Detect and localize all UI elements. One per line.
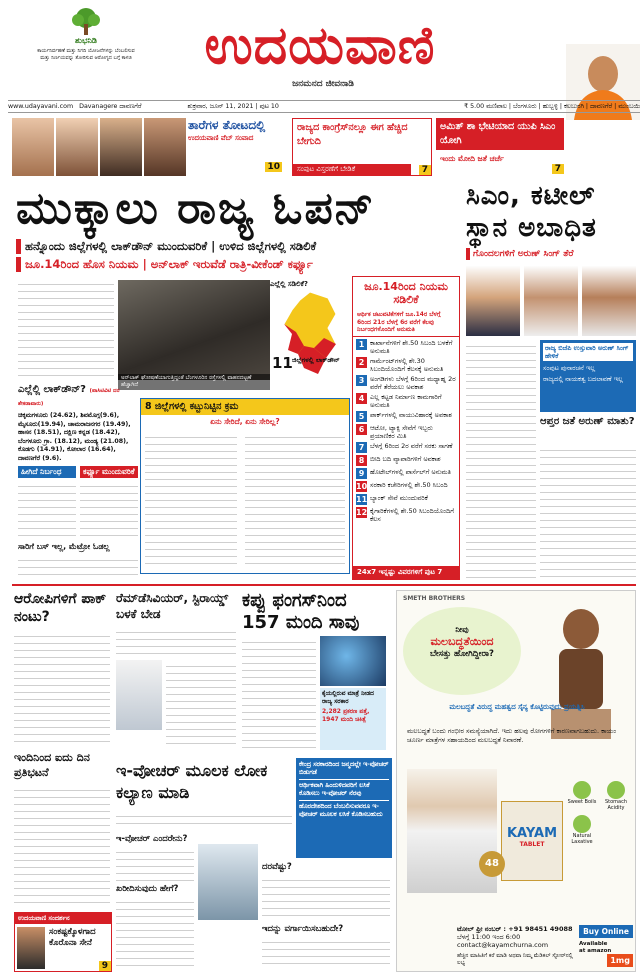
interview-teaser[interactable] <box>14 912 112 972</box>
ad-years-badge: 48 <box>479 851 505 877</box>
shubha-text: ಕಾರ್ಯನಿರ್ವಹಣೆ ಮತ್ತು ನಿಗದಿ ಯೋಜನೆಗಳನ್ನು ಬೆಂಬಲಿಸುವ ಮತ್ತು ನಿರ್ಣಯವನ್ನು ತೋರಿಸುವ ಆರೋಗ್ಯದ ಬಗ್ಗೆ ಕಾಳಜಿ <box>37 48 135 61</box>
right-box-title: ಆಪ್ತರ ಜತೆ ಅರುಣ್ ಮಾತು? <box>540 416 635 427</box>
interview-title: ಸಂಕಷ್ಟಕ್ಕೊಳಗಾದ ಕೊರೊನಾ ಸೇನೆ <box>49 927 96 948</box>
ad-icon: Stomach Acidity <box>601 781 631 811</box>
edition: Davanagere ದಾವಣಗೆರೆ <box>79 103 142 110</box>
teaser-sub: ಉದಯವಾಣಿ ವೆಬ್ ಸಂವಾದ <box>188 134 254 142</box>
tree-icon <box>68 6 104 36</box>
curfew-title: ಕರ್ಫ್ಯೂ ಮುಂದುವರಿಕೆ <box>80 466 138 478</box>
fungus-text <box>242 636 316 750</box>
evoucher-q1: ಇ-ವೋಚರ್ ಎಂದರೇನು? <box>116 834 188 844</box>
price-line: ₹ 5.00 ಮಣಿಪಾಲ | ಬೆಂಗಳೂರು | ಹುಬ್ಬಳ್ಳಿ | ಕಲಬುರಗಿ | ದಾವಣಗೆರೆ | ಮುಂಬಯಿ <box>464 103 640 110</box>
fungus-facts <box>320 688 386 750</box>
rule-item: 3 ಅಂಗಡಿಗಳು ಬೆಳಗ್ಗೆ 6ರಿಂದ ಮಧ್ಯಾಹ್ನ 2ರ ವರೆಗೆ ತೆರೆಯಲು ಅವಕಾಶ <box>356 375 456 391</box>
right-headline[interactable]: ಸಿಎಂ, ಕಟೀಲ್ ಸ್ಥಾನ ಅಬಾಧಿತ <box>466 181 597 243</box>
ad-product-sub: TABLET <box>519 841 545 848</box>
pullquote-title: ರಾಜ್ಯ ಬಿಜೆಪಿ ಉಸ್ತುವಾರಿ ಅರುಣ್ ಸಿಂಗ್ ಹೇಳಿಕೆ <box>543 343 633 361</box>
ad-product <box>501 801 563 881</box>
teaser-3[interactable] <box>436 118 564 176</box>
main-photo-caption: ಅನ್‌ಲಾಕ್ ಘೋಷಣೆಯಾಗುತ್ತಿದ್ದಂತೆ ಬೆಂಗಳೂರಿನ ರಸ್ತೆಗಳಲ್ಲಿ ವಾಹನದಟ್ಟಣೆ ಹೆಚ್ಚಾಗಿದೆ <box>118 374 270 390</box>
operation-text <box>14 630 110 748</box>
ad-bubble <box>403 607 521 695</box>
rule-item: 1 ಕಾರ್ಖಾನೆಗಳಿಗೆ ಶೇ.50 ಸಿಬಂದಿ ಬಳಕೆಗೆ ಅನುಮತಿ <box>356 339 456 355</box>
shubha-brand: ಶುಭನಿಡಿ <box>75 36 97 45</box>
masthead-logo[interactable]: ಉದಯವಾಣಿ <box>204 16 436 76</box>
remdesivir-headline[interactable]: ರೆಮ್‌ಡೆಸಿವಿಯರ್, ಸ್ಟಿರಾಯ್ಡ್ ಬಳಕೆ ಬೇಡ <box>116 591 229 621</box>
right-box-text <box>540 444 636 580</box>
right-body-text <box>466 340 536 580</box>
fungus-photo <box>320 636 386 686</box>
evoucher-facts <box>296 758 392 858</box>
teaser-faces <box>12 118 186 176</box>
kayam-ad[interactable] <box>396 590 636 972</box>
teaser-strip <box>12 118 572 176</box>
masthead-tagline: ಜನಮನದ ಜೀವನಾಡಿ <box>292 79 354 89</box>
leader-photo <box>524 266 578 336</box>
rule-item: 10 ಸರಕಾರಿ ಕಚೇರಿಗಳಲ್ಲಿ ಶೇ.50 ಸಿಬಂದಿ <box>356 480 448 491</box>
restriction-text <box>18 480 76 538</box>
rules-list <box>353 337 459 525</box>
face-photo <box>12 118 54 176</box>
ad-contact <box>457 925 577 949</box>
operation-headline[interactable]: ಆರೋಪಿಗಳಿಗೆ ಪಾಕ್ ನಂಟು? <box>14 591 107 625</box>
district-right-text <box>245 431 345 569</box>
leader-photo <box>582 266 636 336</box>
face-photo <box>144 118 186 176</box>
teaser-sub: ಸಂಪುಟ ವಿಸ್ತರಣೆಗೆ ಬೇಡಿಕೆ <box>293 164 411 175</box>
rule-item: 7 ಬೆಳಗ್ಗೆ 6ರಿಂದ 2ರ ವರೆಗೆ ಸರಕು ಸಾಗಣೆ <box>356 442 456 453</box>
ad-buy-button[interactable]: Buy Online <box>579 925 633 938</box>
transport-box <box>18 542 138 578</box>
district-subtitle: ಏನು ಸೇರಿದೆ, ಏನು ಸೇರಿಲ್ಲ? <box>210 417 280 426</box>
ad-product-name: KAYAM <box>506 826 558 841</box>
main-body-text <box>18 278 114 378</box>
rule-item: 11 ಬ್ಯಾಂಕ್ ಸೇವೆ ಮುಂದುವರಿಕೆ <box>356 493 428 504</box>
fungus-headline[interactable]: ಕಪ್ಪು ಫಂಗಸ್‌ನಿಂದ 157 ಮಂದಿ ಸಾವು <box>242 590 360 633</box>
where-lockdown-box <box>18 384 130 462</box>
ad-amazon[interactable]: Available at amazon <box>579 941 612 954</box>
evoucher-q4-text <box>262 936 390 966</box>
rule-item: 12 ಕೈಗಾರಿಕೆಗಳಲ್ಲಿ ಶೇ.50 ಸಿಬಂದಿಯೊಂದಿಗೆ ಕೆಲಸ <box>356 506 454 523</box>
statue-illustration <box>531 601 631 741</box>
ad-q-top: ನೀವು <box>455 625 469 634</box>
leader-photo <box>466 266 520 336</box>
teaser-1[interactable] <box>188 118 286 176</box>
main-photo <box>118 280 270 380</box>
teaser-title: ತಾರೆಗಳ ತೋಟದಲ್ಲಿ <box>188 118 266 132</box>
evoucher-photo <box>198 844 258 920</box>
date-line: ಶುಕ್ರವಾರ, ಜೂನ್ 11, 2021 | ಪುಟ 10 <box>187 103 279 110</box>
teaser-page: 10 <box>267 162 280 172</box>
vials-photo <box>116 660 162 730</box>
rules-intro: ಆರ್ಥಿಕ ಚಟುವಟಿಕೆಗಳಿಗೆ ಜೂ.14ರ ಬೆಳಗ್ಗೆ 6ರಿಂದ 21ರ ಬೆಳಗ್ಗೆ 6ರ ವರೆಗೆ ಕೆಲವು ನಿರ್ಬಂಧಗಳೊಂದಿಗೆ ಅನುಮತಿ <box>353 309 459 337</box>
website[interactable]: www.udayavani.com <box>8 103 74 110</box>
teaser-page: 7 <box>419 165 431 175</box>
ad-hours: ಬೆಳಗ್ಗೆ 11:00 ಇಂದ 6:00 <box>457 933 521 941</box>
interview-page: 9 <box>99 961 111 971</box>
remdesivir-text-1 <box>116 626 236 656</box>
ad-email[interactable]: contact@kayamchurna.com <box>457 941 549 949</box>
district-title: 8 ಜಿಲ್ಲೆಗಳಲ್ಲಿ ಕಟ್ಟುನಿಟ್ಟಿನ ಕ್ರಮ <box>141 399 349 415</box>
interview-label: ಉದಯವಾಣಿ ಸಂದರ್ಶನ <box>15 913 111 924</box>
pullquote-item: ಸಂಪುಟ ಪುನಾರಚನೆ ಇಲ್ಲ <box>543 364 596 372</box>
evoucher-q2: ಖರೀದಿಸುವುದು ಹೇಗೆ? <box>116 884 179 894</box>
section-divider <box>12 584 636 586</box>
rule-item: 6 ಆಟೋ, ಟ್ಯಾಕ್ಸಿ ಸೇವೆಗೆ ಇಬ್ಬರು ಪ್ರಯಾಣಿಕರ ಮಿತಿ <box>356 424 456 440</box>
curfew-text <box>80 480 138 538</box>
evoucher-intro <box>116 810 292 830</box>
district-box <box>140 398 350 574</box>
where-lockdown-title <box>18 384 130 410</box>
transport-title: ಸಾರಿಗೆ ಬಸ್ ಇಲ್ಲ, ಮೆಟ್ರೋ ಓಡಲ್ಲ <box>18 542 110 551</box>
map-count-label: ಜಿಲ್ಲೆಗಳಲ್ಲಿ ಲಾಕ್‌ಡೌನ್ <box>292 356 340 364</box>
face-photo <box>100 118 142 176</box>
fungus-fact: 2,282 ಪ್ರಕರಣ ಪತ್ತೆ, 1947 ಮಂದಿ ಚಿಕಿತ್ಸೆ <box>322 708 370 723</box>
remdesivir-text-2 <box>166 660 236 750</box>
evoucher-q4: ಇದನ್ನು ವರ್ಗಾಯಿಸಬಹುದೇ? <box>262 924 344 934</box>
ad-1mg[interactable]: 1mg <box>607 954 633 967</box>
teaser-sub: ಇಂದು ಮೋದಿ ಜತೆ ಚರ್ಚೆ <box>440 154 504 163</box>
teaser-page: 7 <box>552 164 564 174</box>
shubha-logo <box>36 6 136 86</box>
teaser-title: ರಾಜ್ಯದ ಕಾಂಗ್ರೆಸ್‌ನಲ್ಲೂ ಈಗ ಹೆಚ್ಚಿದ ಬೇಗುದಿ <box>297 122 408 147</box>
rule-item: 4 ಎಲ್ಲ ಕಟ್ಟಡ ನಿರ್ಮಾಣ ಕಾಮಗಾರಿಗೆ ಅನುಮತಿ <box>356 393 456 409</box>
curfew-box <box>80 466 138 540</box>
restriction-title: ಹೀಗಿದೆ ನಿರ್ಬಂಧ <box>18 466 76 478</box>
evoucher-q2-text <box>116 896 194 966</box>
operation-sub: ಇಂದಿನಿಂದ ಐದು ದಿನ ಪ್ರತಿಭಟನೆ <box>14 751 90 779</box>
pullquote <box>540 340 636 412</box>
map-count: 11 <box>272 354 293 372</box>
evoucher-fact: ಆರ್ಥಿಕವಾಗಿ ಹಿಂದುಳಿದವರಿಗೆ ಲಸಿಕೆ ಕೊಡಿಸಲು ಇ-ವೋಚರ್ ನೆರವು <box>299 780 389 801</box>
evoucher-q3-text <box>262 874 390 920</box>
evoucher-fact: ಹೊರದೇಶದಿಂದ ಬೆಂಬಲಿಸುವವರೂ ಇ-ವೋಚರ್ ಮೂಲಕ ಲಸಿಕೆ ಕೊಡಿಸಬಹುದು <box>299 803 383 818</box>
teaser-title: ಅಮಿತ್ ಶಾ ಭೇಟಿಯಾದ ಯುಪಿ ಸಿಎಂ ಯೋಗಿ <box>436 118 564 150</box>
rules-footer[interactable]: 24x7 ಇನ್ನಷ್ಟು ವಿವರಗಳಿಗೆ ಪುಟ 7 <box>353 566 459 579</box>
face-photo <box>56 118 98 176</box>
right-photos <box>466 266 636 336</box>
teaser-2[interactable] <box>292 118 432 176</box>
evoucher-q1-text <box>116 846 194 882</box>
ad-icons <box>567 781 633 845</box>
right-sub: ಗೊಂದಲಗಳಿಗೆ ಅರುಣ್ ಸಿಂಗ್ ತೆರೆ <box>466 248 636 260</box>
main-deck-1: ಹನ್ನೊಂದು ಜಿಲ್ಲೆಗಳಲ್ಲಿ ಲಾಕ್‌ಡೌನ್ ಮುಂದುವರಿಕೆ | ಉಳಿದ ಜಿಲ್ಲೆಗಳಲ್ಲಿ ಸಡಿಲಿಕೆ <box>16 239 456 254</box>
ad-q-mid: ಮಲಬದ್ಧತೆಯಿಂದ <box>430 635 494 648</box>
where-lockdown-text: ಚಿಕ್ಕಮಗಳೂರು (24.62), ಶಿವಮೊಗ್ಗ(9.6), ಮೈಸೂರು(19.94), ಚಾಮರಾಜನಗರ (19.49), ಹಾಸನ (18.51), ದಕ್ಷಿಣ ಕನ್ನಡ (18.42), ಬೆಂಗಳೂರು ಗ್ರಾ. (18.12), ಮಂಡ್ಯ (21.08), ಕೊಡಗು (14.91), ಕೋಲಾರ (16.64), ದಾವಣಗೆರೆ (9.6). <box>18 412 131 462</box>
masthead <box>0 0 640 100</box>
ad-q-bot: ಬೇಸತ್ತು ಹೋಗಿದ್ದೀರಾ? <box>430 649 494 659</box>
operation-sub-text <box>14 784 110 908</box>
rule-item: 8 ಬೀದಿ ಬದಿ ವ್ಯಾಪಾರಿಗಳಿಗೆ ಅವಕಾಶ <box>356 455 456 466</box>
where-lockdown-title-text: ಎಲ್ಲೆಲ್ಲಿ ಲಾಕ್‌ಡೌನ್? <box>18 384 86 395</box>
where-lockdown-note: (ಪಾಸಿಟಿವಿಟಿ ದರ ಶೇಕಡಾವಾರು) <box>18 388 120 407</box>
date-bar <box>8 100 640 113</box>
rules-title: ಜೂ.14ರಿಂದ ನಿಯಮ ಸಡಿಲಿಕೆ <box>364 280 448 306</box>
ad-body: ಮಲಬದ್ಧತೆ ಬಂದು ಗಂಭೀರ ಸಮಸ್ಯೆಯಾಗಿದೆ. ಇದು ಹಲವು ರೋಗಗಳಿಗೆ ಕಾರಣವಾಗಬಹುದು. ಕಾಯಂ ಚೂರ್ಣ ಮಾತ್ರೆಗಳ ಸಹಾಯದಿಂದ ಮಲಬದ್ಧತೆ ನಿವಾರಣೆ. <box>407 727 617 744</box>
evoucher-fact: ಕೇಂದ್ರ ಸರಕಾರದಿಂದ ಜನ್ಮದಲ್ಲೇ ಇ-ವೋಚರ್ ಬಿಡುಗಡೆ <box>299 761 389 780</box>
evoucher-q3: ದರವೆಷ್ಟು? <box>262 862 292 872</box>
pullquote-item: ರಾಜ್ಯದಲ್ಲಿ ನಾಯಕತ್ವ ಬದಲಾವಣೆ ಇಲ್ಲ <box>543 375 623 383</box>
evoucher-headline[interactable]: ಇ-ವೋಚರ್ ಮೂಲಕ ಲೋಕ ಕಲ್ಯಾಣ ಮಾಡಿ <box>116 761 268 802</box>
ad-icon: Sweet Boils <box>567 781 597 811</box>
fungus-fact: ಕೈಯಲ್ಲಿರುವ ಮಾತ್ರೆ ನೀಡದ ರಾಜ್ಯ ಸರಕಾರ <box>322 690 374 705</box>
ad-icon: Natural Laxative <box>567 815 597 845</box>
ad-footer-line: ಹೆಚ್ಚಿನ ಮಾಹಿತಿಗೆ ಕರೆ ಮಾಡಿ ಅಥವಾ ನಿಮ್ಮ ಮೆಡಿಕಲ್ ಸ್ಟೋರ್‌ನಲ್ಲಿ ಲಭ್ಯ <box>457 953 573 966</box>
district-left-text <box>145 431 237 569</box>
karnataka-map <box>270 280 350 382</box>
main-deck-2: ಜೂ.14ರಿಂದ ಹೊಸ ನಿಯಮ | ಅನ್‌ಲಾಕ್ ಇರುವೆಡೆ ರಾತ್ರಿ-ವೀಕೆಂಡ್ ಕರ್ಫ್ಯೂ <box>16 257 456 272</box>
transport-text <box>18 554 138 576</box>
rules-box <box>352 276 460 580</box>
map-label: ಎಲ್ಲೆಲ್ಲಿ ಸಡಿಲಿಕೆ? <box>270 280 308 288</box>
rule-item: 5 ಪಾರ್ಕ್‌ಗಳಲ್ಲಿ ವಾಯುವಿಹಾರಕ್ಕೆ ಅವಕಾಶ <box>356 411 456 422</box>
main-headline[interactable]: ಮುಕ್ಕಾಲು ರಾಜ್ಯ ಓಪನ್ <box>16 183 376 234</box>
rule-item: 9 ಹೊಟೇಲ್‌ಗಳಲ್ಲಿ ಪಾರ್ಸೆಲ್‌ಗೆ ಅನುಮತಿ <box>356 468 456 479</box>
ad-phone[interactable]: ಟೋಲ್ ಫ್ರೀ ನಂಬರ್ : +91 98451 49088 <box>457 925 573 933</box>
ad-brand: SMETH BROTHERS <box>403 595 466 602</box>
interview-photo <box>17 927 45 969</box>
restriction-box <box>18 466 76 540</box>
rule-item: 2 ಗಾರ್ಮೆಂಟ್‌ಗಳಲ್ಲಿ ಶೇ.30 ಸಿಬಂದಿಯೊಂದಿಗೆ ಕೆಲಸಕ್ಕೆ ಅನುಮತಿ <box>356 357 456 373</box>
ad-tag: ಮಲಬದ್ಧತೆ ವಿರುದ್ಧ ಮಹತ್ವದ ಸೈನ್ಯ ಕೊಟ್ಟಿರುವುದು ಪ್ರಯತ್ನಿಸಿ <box>449 703 585 711</box>
ad-buy-panel <box>579 925 633 969</box>
